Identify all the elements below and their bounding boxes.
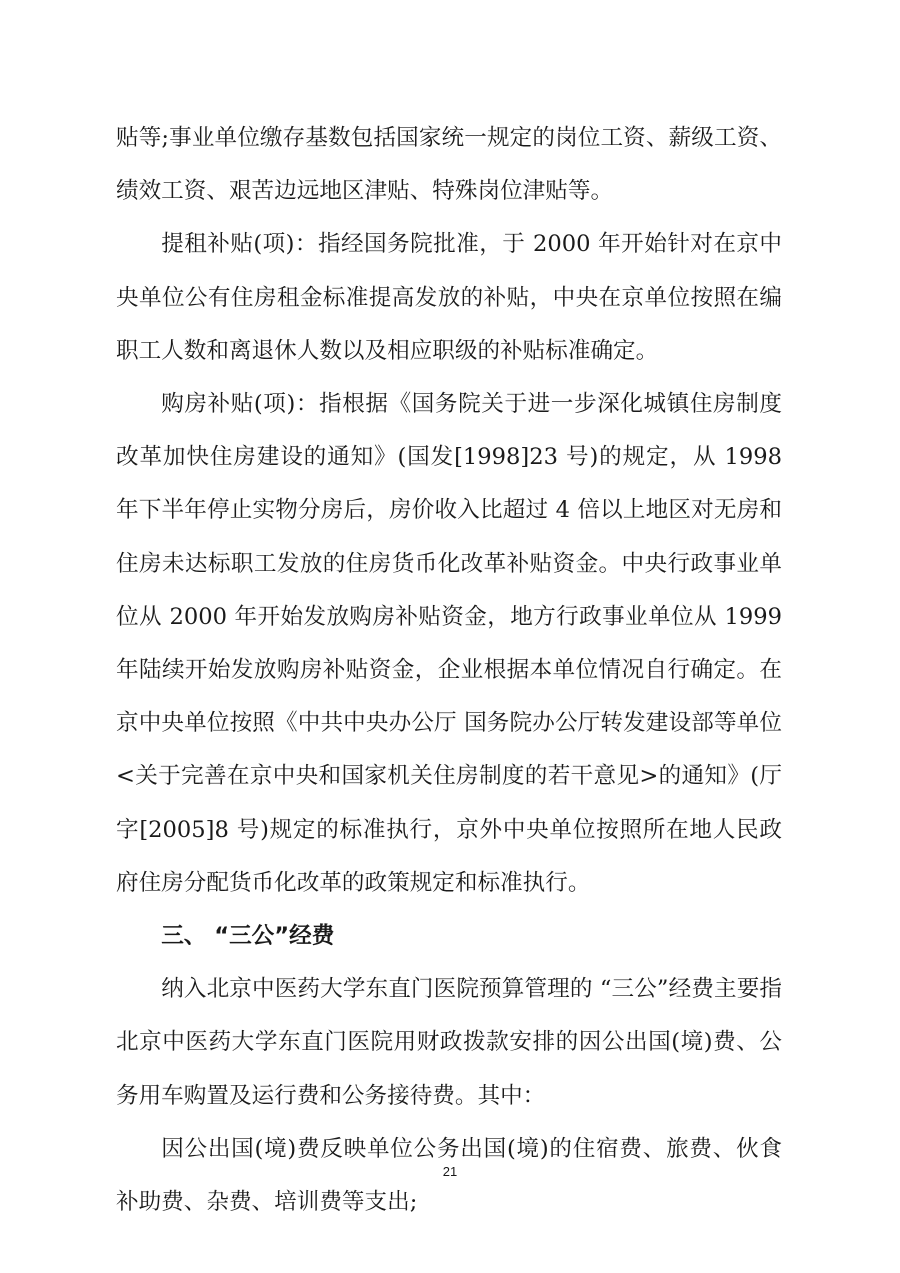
paragraph-rent-subsidy: 提租补贴(项)：指经国务院批准，于 2000 年开始针对在京中央单位公有住房租金标准提高发放的补贴，中央在京单位按照在编职工人数和离退休人数以及相应职级的补贴标准确定。 [116, 231, 782, 364]
paragraph-overseas-travel-expenses: 因公出国(境)费反映单位公务出国(境)的住宿费、旅费、伙食补助费、杂费、培训费等支出; [116, 1135, 782, 1216]
page-number: 21 [442, 1164, 458, 1179]
paragraph-housing-fund-base: 贴等;事业单位缴存基数包括国家统一规定的岗位工资、薪级工资、绩效工资、艰苦边远地区津贴、特殊岗位津贴等。 [116, 125, 782, 205]
paragraph-housing-purchase-subsidy: 购房补贴(项)：指根据《国务院关于进一步深化城镇住房制度改革加快住房建设的通知》(国发[1998]23 号)的规定，从 1998 年下半年停止实物分房后，房价收入比超过 4 倍以上地区对无房和住房未达标职工发放的住房货币化改革补贴资金。中央行政事业单位从 2000 年开始发放购房补贴资金，地方行政事业单位从 1999 年陆续开始发放购房补贴资金，企业根据本单位情况自行确定。在京中央单位按照《中共中央办公厅 国务院办公厅转发建设部等单位<关于完善在京中央和国家机关住房制度的若干意见>的通知》(厅字[2005]8 号)规定的标准执行，京外中央单位按照所在地人民政府住房分配货币化改革的政策规定和标准执行。 [116, 391, 782, 896]
section-heading-three-public-expenses: 三、 “三公”经费 [161, 923, 335, 950]
paragraph-three-public-expenses-intro: 纳入北京中医药大学东直门医院预算管理的 “三公”经费主要指北京中医药大学东直门医院用财政拨款安排的因公出国(境)费、公务用车购置及运行费和公务接待费。其中： [116, 976, 782, 1109]
document-body [116, 112, 782, 1229]
